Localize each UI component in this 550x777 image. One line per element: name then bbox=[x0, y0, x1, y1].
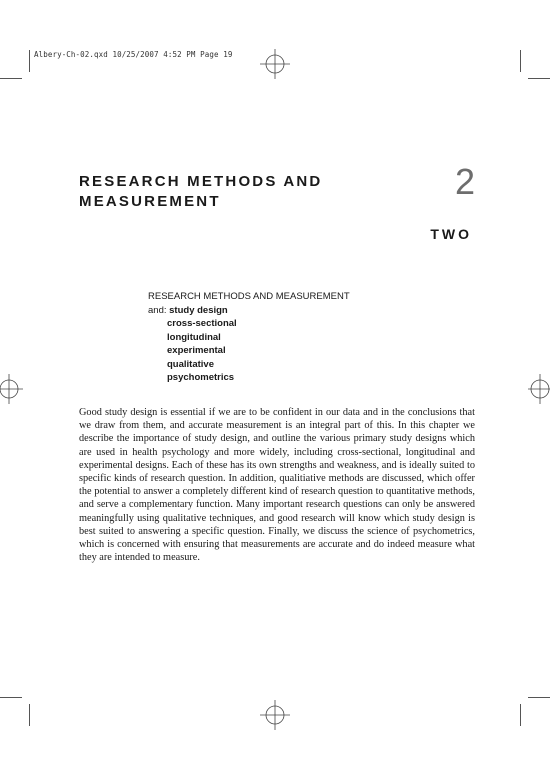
keyword-item: qualitative bbox=[167, 358, 214, 370]
keyword-list bbox=[148, 290, 350, 385]
chapter-title: RESEARCH METHODS AND MEASUREMENT bbox=[79, 173, 323, 210]
registration-mark-icon bbox=[260, 49, 290, 79]
registration-mark-icon bbox=[0, 374, 25, 404]
crop-mark bbox=[520, 50, 521, 72]
crop-mark bbox=[0, 78, 22, 79]
crop-mark bbox=[29, 50, 30, 72]
crop-mark bbox=[528, 697, 550, 698]
printer-slug: Albery-Ch-02.qxd 10/25/2007 4:52 PM Page 19 bbox=[34, 50, 233, 59]
crop-mark bbox=[0, 697, 22, 698]
keyword-and-label: and: bbox=[148, 304, 167, 316]
keyword-item: cross-sectional bbox=[167, 318, 237, 329]
keyword-item: longitudinal bbox=[167, 331, 221, 343]
crop-mark bbox=[29, 704, 30, 726]
registration-mark-icon bbox=[526, 374, 550, 404]
keyword-item: psychometrics bbox=[167, 372, 235, 383]
registration-mark-icon bbox=[260, 700, 290, 730]
chapter-number: 2 bbox=[454, 161, 475, 202]
crop-mark bbox=[520, 704, 521, 726]
crop-mark bbox=[528, 78, 550, 79]
keyword-item: study design bbox=[169, 304, 228, 316]
keyword-item: experimental bbox=[167, 345, 226, 356]
keyword-heading: RESEARCH METHODS AND MEASUREMENT bbox=[148, 291, 350, 302]
chapter-abstract: Good study design is essential if we are to be confident in our data and in the conclusions that we draw from them, and accurate measurement is an integral part of this. In this chapter we describe the importance of study design, and outline the various primary study designs which are used in health psychology and more widely, including cross-sectional, longitudinal and experimental designs. Each of these has its own strengths and weakness, and is ideally suited to specific kinds of research question. In addition, qualitiative methods are discussed, which offer the potential to answer a completely different kind of research question to quantitative methods, and serve a complementary function. Many important research questions can only be answered meaningfully using qualitative techniques, and good research will know which study design is best suited to answering a specific question. Finally, we discuss the science of psychometrics, which is concerned with ensuring that measurements are accurate and do indeed measure what they are intended to measure. bbox=[79, 407, 475, 564]
chapter-number-word: TWO bbox=[430, 226, 472, 242]
